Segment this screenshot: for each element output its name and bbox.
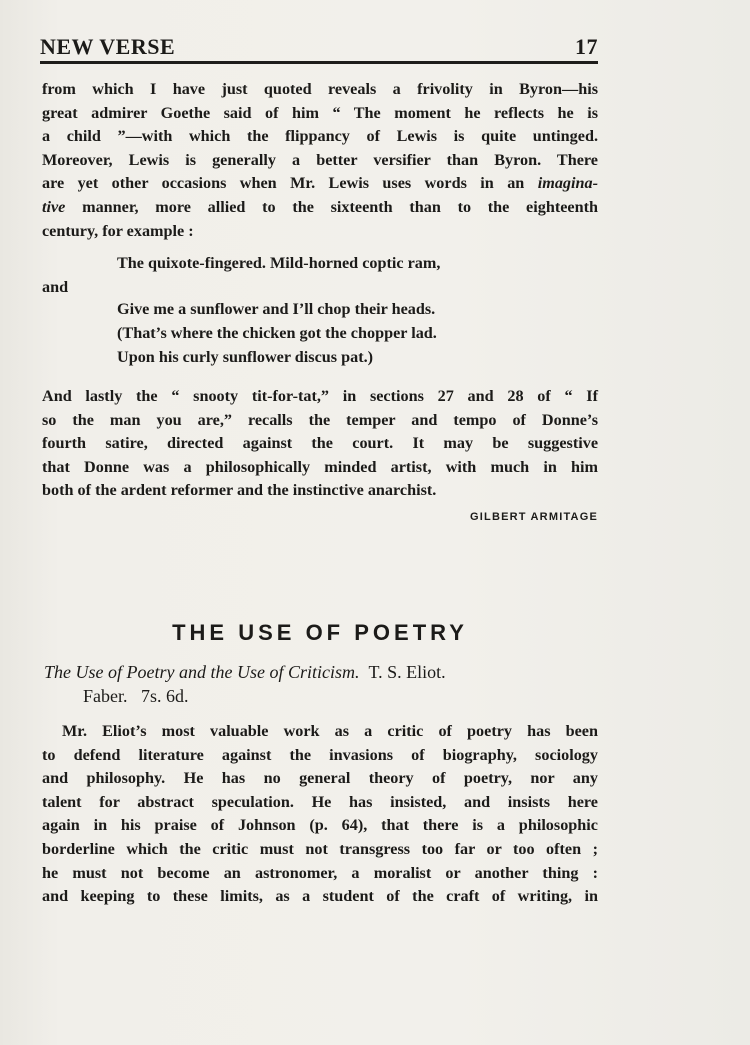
verse-quote-1 [117,252,440,276]
text-line: again in his praise of Johnson (p. 64), that there is a philosophic [42,816,598,835]
connector-word: and [42,278,69,296]
text-line: that Donne was a philosophically minded artist, with much in him [42,457,598,476]
book-title: The Use of Poetry and the Use of Criticism. [44,662,360,682]
text-line: a child ”—with which the flippancy of Lewis is quite untinged. [42,127,598,146]
text-line: century, for example : [42,221,194,240]
verse-line: Give me a sunflower and I’ll chop their heads. [117,300,436,318]
review-heading [44,660,604,708]
text-line: great admirer Goethe said of him “ The moment he reflects he is [42,103,598,122]
book-author: T. S. Eliot. [368,662,446,682]
text-line: to defend literature against the invasions of biography, sociology [42,745,598,764]
italic-text: imagina- [537,174,598,193]
text-line: so the man you are,” recalls the temper and tempo of Donne’s [42,410,598,429]
publication-details [44,684,604,708]
section-title: THE USE OF POETRY [172,620,468,645]
page-number: 17 [575,34,598,59]
header-rule [40,61,598,64]
verse-line: The quixote-fingered. Mild-horned coptic ram, [117,254,441,272]
text-line: he must not become an astronomer, a moralist or another thing : [42,863,598,882]
text-line: from which I have just quoted reveals a frivolity in Byron—his [42,80,598,98]
running-header [40,30,598,60]
text-line: Mr. Eliot’s most valuable work as a critic of poetry has been [62,722,598,740]
text-line: borderline which the critic must not transgress too far or too often ; [42,839,598,858]
text-line: both of the ardent reformer and the instinctive anarchist. [42,481,437,500]
verse-quote-2 [117,298,437,369]
italic-text: tive [42,197,66,216]
paragraph-eliot [42,720,598,909]
journal-title: NEW VERSE [40,34,176,59]
publisher: Faber. [83,686,128,706]
text-line: talent for abstract speculation. He has insisted, and insists here [42,792,598,811]
text-line: and philosophy. He has no general theory of poetry, nor any [42,769,598,788]
paragraph-byron [42,78,598,243]
text-line: fourth satire, directed against the court. It may be suggestive [42,434,598,453]
text-run: manner, more allied to the sixteenth than to the eighteenth [65,197,598,216]
text-line: and keeping to these limits, as a student of the craft of writing, in [42,887,598,906]
paragraph-donne [42,385,598,503]
text-line [42,172,598,196]
text-line: And lastly the “ snooty tit-for-tat,” in sections 27 and 28 of “ If [42,387,598,405]
price: 7s. 6d. [141,686,189,706]
author-signature: GILBERT ARMITAGE [470,511,598,523]
verse-line: (That’s where the chicken got the chopper lad. [117,323,437,342]
verse-line: Upon his curly sunflower discus pat.) [117,347,374,366]
text-line [42,196,598,220]
text-line: Moreover, Lewis is generally a better versifier than Byron. There [42,150,598,169]
text-run: are yet other occasions when Mr. Lewis uses words in an [42,174,538,193]
